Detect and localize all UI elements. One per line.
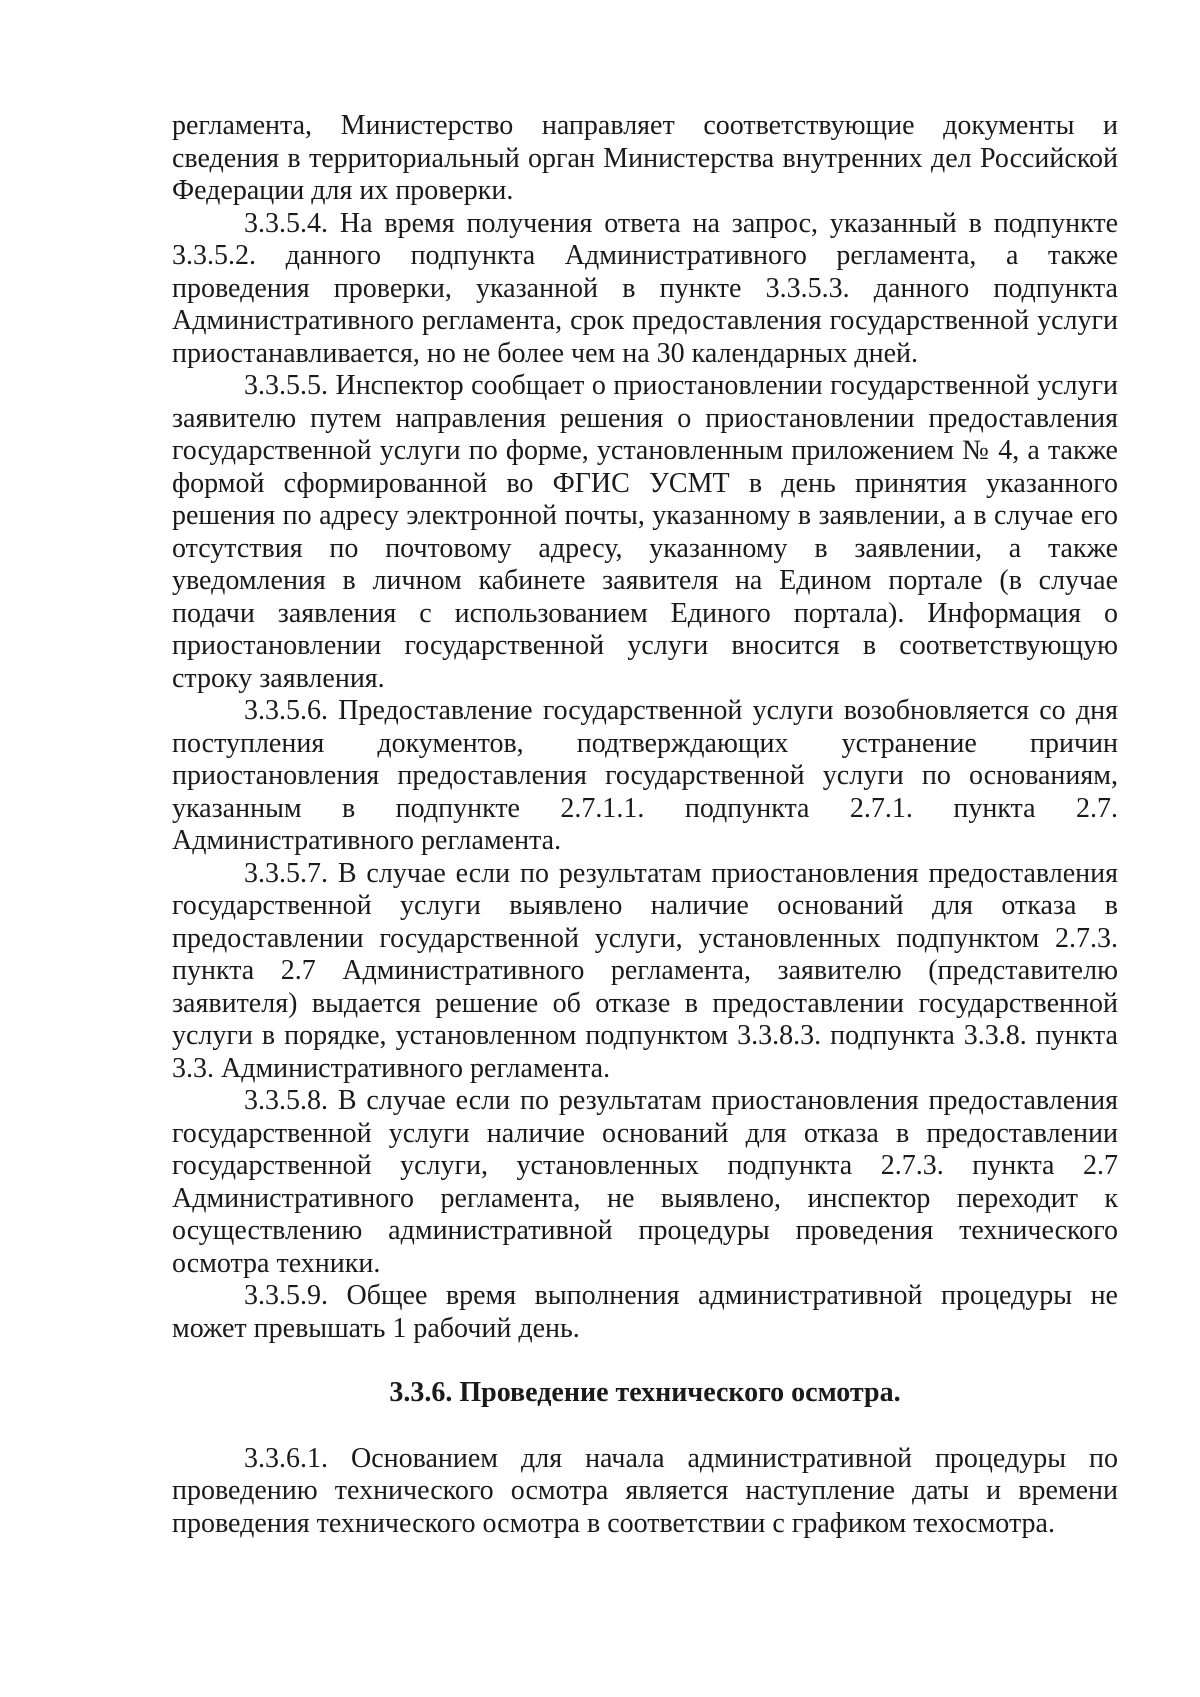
spacer <box>172 1345 1118 1377</box>
spacer <box>172 1410 1118 1443</box>
paragraph-3-3-5-8: 3.3.5.8. В случае если по результатам приостановления предоставления государственной услуги наличие оснований для отказа в предоставлении государственной услуги, установленных подпункта 2.7.3. пункта 2.7 Административного регламента, не выявлено, инспектор переходит к осуществлению административной процедуры проведения технического осмотра техники. <box>172 1085 1118 1279</box>
paragraph-3-3-5-9: 3.3.5.9. Общее время выполнения административной процедуры не может превышать 1 рабочий день. <box>172 1280 1118 1344</box>
paragraph-continuation: регламента, Министерство направляет соответствующие документы и сведения в территориальный орган Министерства внутренних дел Российской Федерации для их проверки. <box>172 110 1118 206</box>
paragraph-3-3-5-5: 3.3.5.5. Инспектор сообщает о приостановлении государственной услуги заявителю путем направления решения о приостановлении предоставления государственной услуги по форме, установленным приложением № 4, а также формой сформированной во ФГИС УСМТ в день принятия указанного решения по адресу электронной почты, указанному в заявлении, а в случае его отсутствия по почтовому адресу, указанному в заявлении, а также уведомления в личном кабинете заявителя на Едином портале (в случае подачи заявления с использованием Единого портала). Информация о приостановлении государственной услуги вносится в соответствующую строку заявления. <box>172 370 1118 694</box>
paragraph-3-3-5-4: 3.3.5.4. На время получения ответа на запрос, указанный в подпункте 3.3.5.2. данного подпункта Административного регламента, а также проведения проверки, указанной в пункте 3.3.5.3. данного подпункта Административного регламента, срок предоставления государственной услуги приостанавливается, но не более чем на 30 календарных дней. <box>172 207 1118 369</box>
document-page <box>172 110 1118 1540</box>
paragraph-3-3-5-7: 3.3.5.7. В случае если по результатам приостановления предоставления государственной услуги выявлено наличие оснований для отказа в предоставлении государственной услуги, установленных подпунктом 2.7.3. пункта 2.7 Административного регламента, заявителю (представителю заявителя) выдается решение об отказе в предоставлении государственной услуги в порядке, установленном подпунктом 3.3.8.3. подпункта 3.3.8. пункта 3.3. Административного регламента. <box>172 857 1118 1084</box>
paragraph-3-3-5-6: 3.3.5.6. Предоставление государственной услуги возобновляется со дня поступления документов, подтверждающих устранение причин приостановления предоставления государственной услуги по основаниям, указанным в подпункте 2.7.1.1. подпункта 2.7.1. пункта 2.7. Административного регламента. <box>172 695 1118 856</box>
section-heading: 3.3.6. Проведение технического осмотра. <box>389 1377 901 1408</box>
paragraph-3-3-6-1: 3.3.6.1. Основанием для начала административной процедуры по проведению технического осмотра является наступление даты и времени проведения технического осмотра в соответствии с графиком техосмотра. <box>172 1442 1118 1539</box>
